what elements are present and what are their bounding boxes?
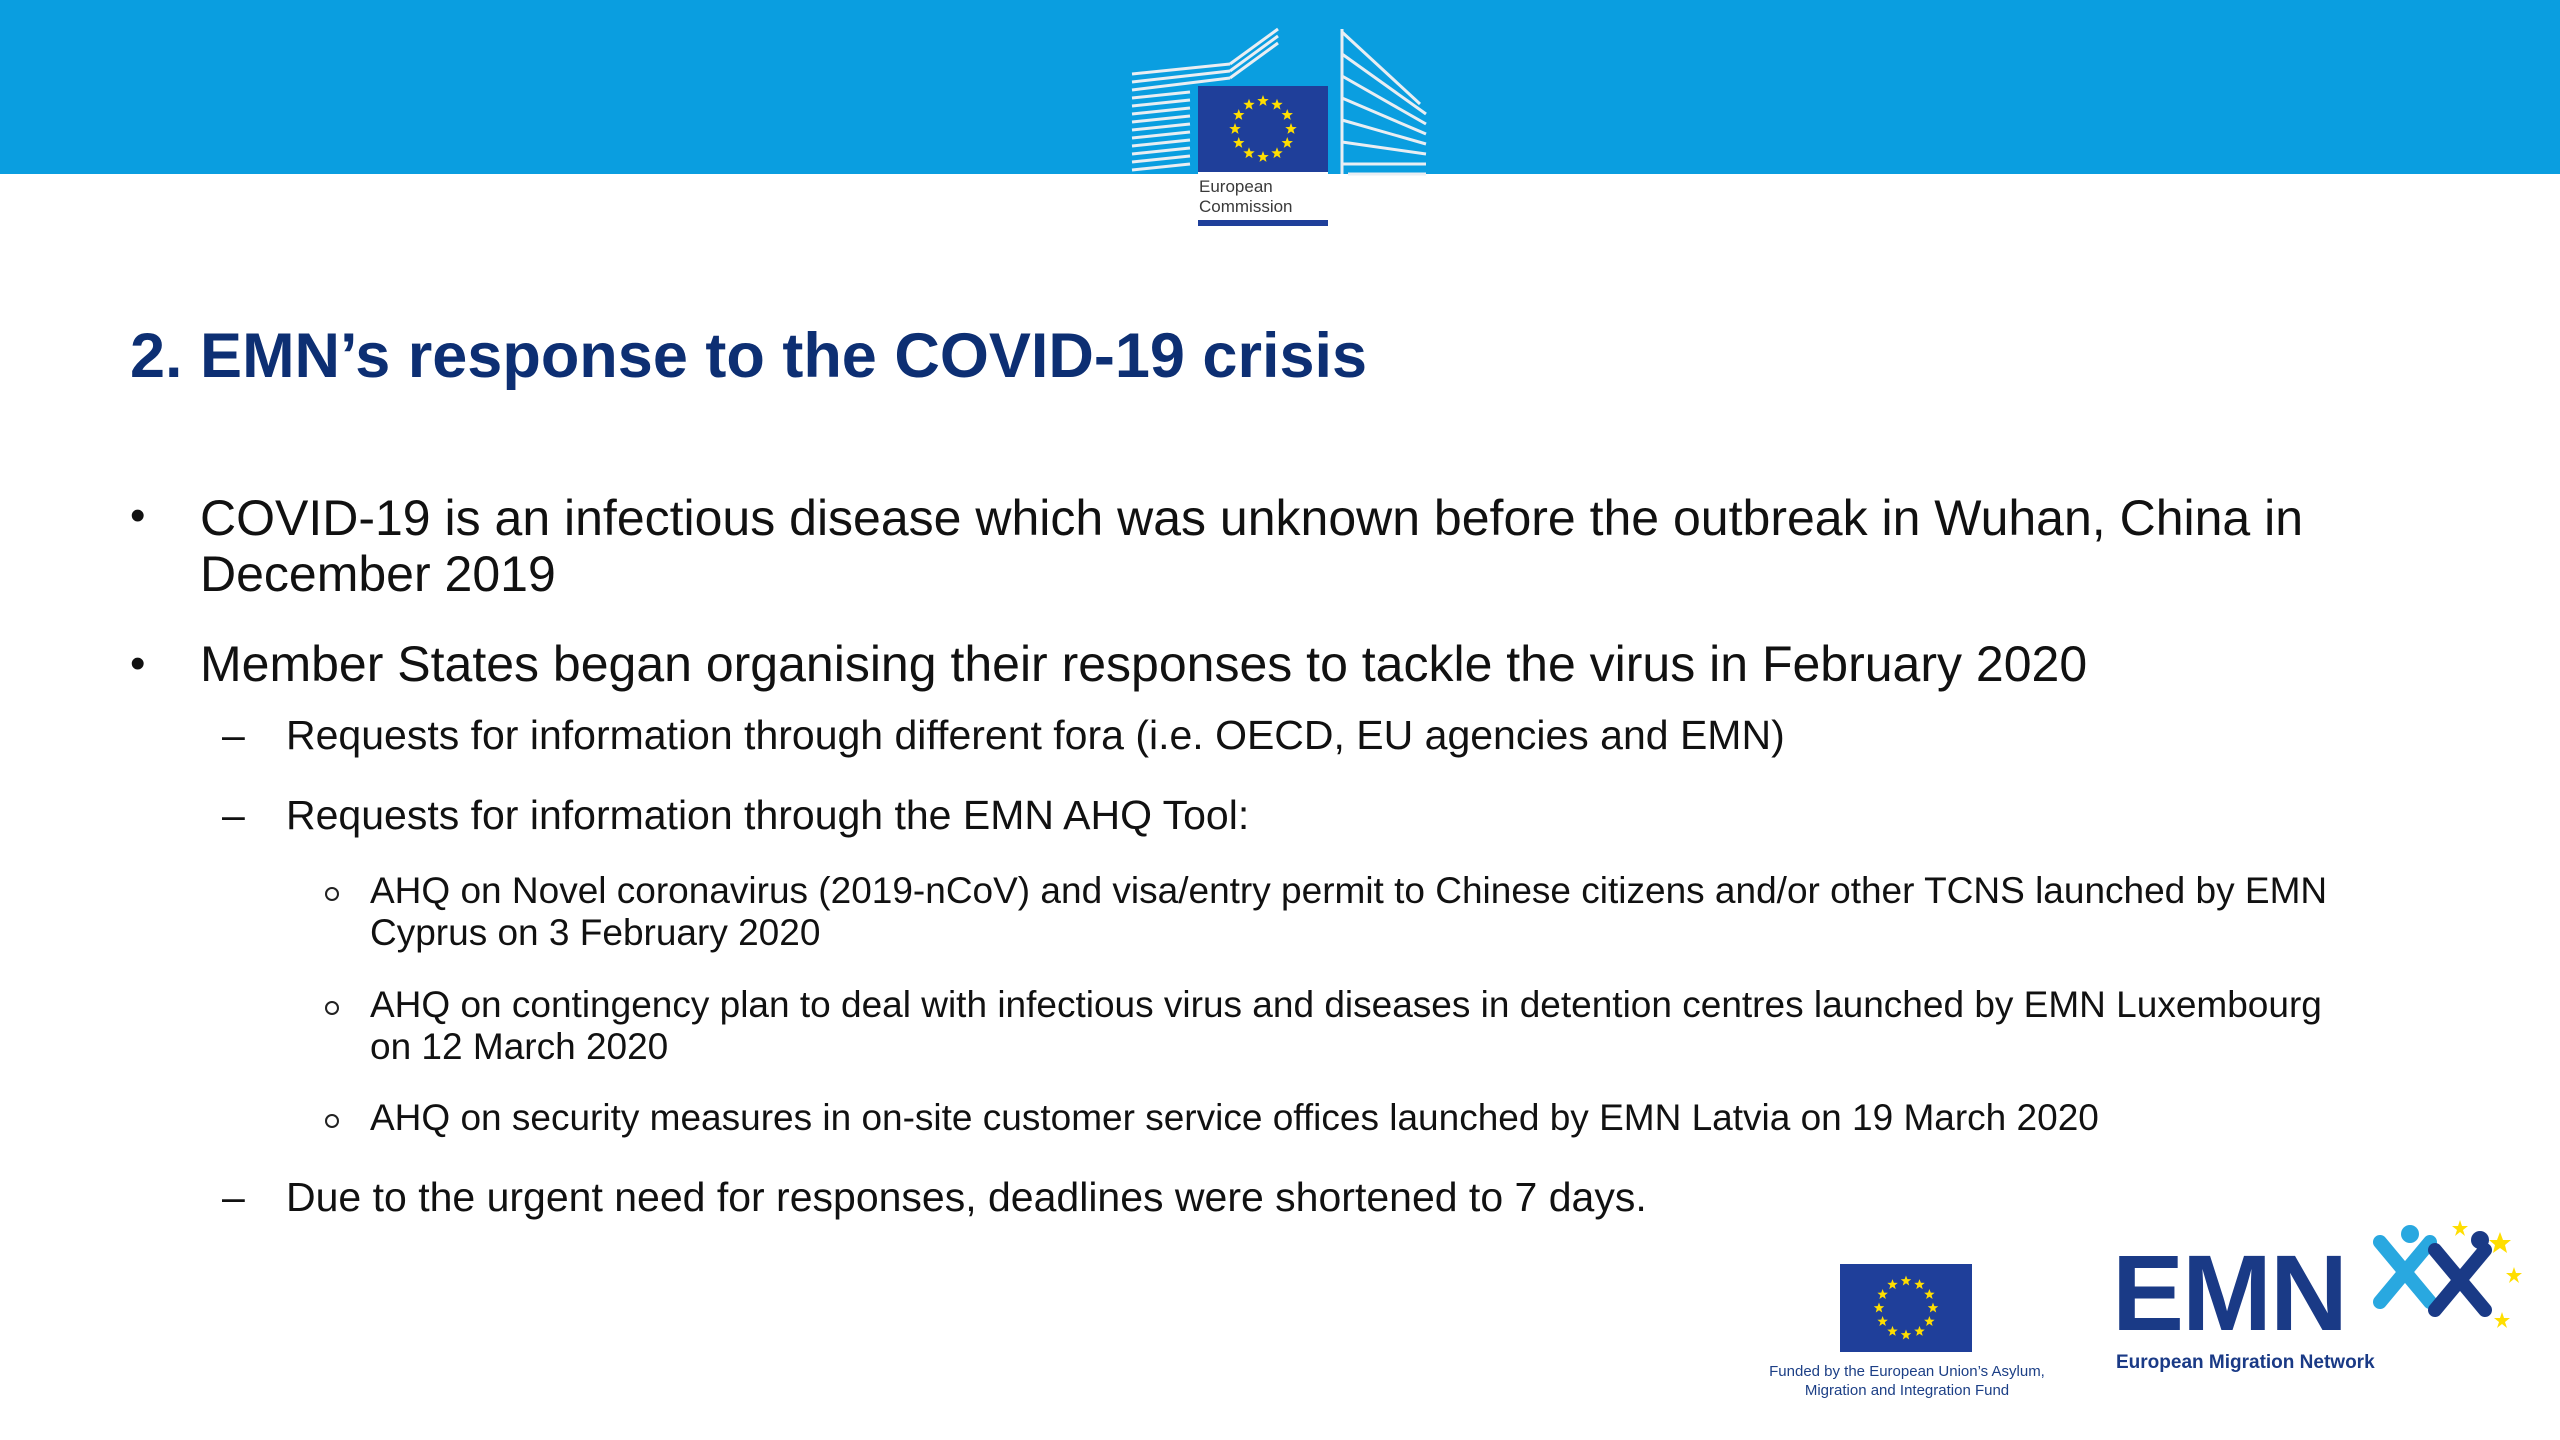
sub-sub-bullet-marker bbox=[325, 887, 339, 901]
funding-caption: Funded by the European Union’s Asylum, Migration and Integration Fund bbox=[1769, 1363, 2045, 1399]
bullet-item: Member States began organising their responses to tackle the virus in February 2020 bbox=[200, 636, 2088, 692]
sub-sub-bullet-marker bbox=[325, 1001, 339, 1015]
emn-wordmark: EMN bbox=[2112, 1232, 2346, 1353]
sub-bullet-item: Requests for information through different fora (i.e. OECD, EU agencies and EMN) bbox=[286, 712, 1785, 758]
eu-flag-icon bbox=[1840, 1264, 1972, 1352]
sub-bullet-marker: – bbox=[222, 1174, 245, 1220]
sub-sub-bullet-item: AHQ on Novel coronavirus (2019-nCoV) and visa/entry permit to Chinese citizens and/or other TCNS launched by EMN Cyprus on 3 February 2020 bbox=[370, 870, 2328, 953]
bullet-marker: • bbox=[130, 639, 146, 688]
sub-sub-bullet-marker bbox=[325, 1114, 339, 1128]
bullet-marker: • bbox=[130, 491, 146, 540]
sub-sub-bullet-item: AHQ on contingency plan to deal with infectious virus and diseases in detention centres launched by EMN Luxembourg on 12 March 2020 bbox=[370, 984, 2322, 1067]
bullet-item: COVID-19 is an infectious disease which was unknown before the outbreak in Wuhan, China in December 2019 bbox=[200, 490, 2304, 602]
sub-bullet-item: Due to the urgent need for responses, deadlines were shortened to 7 days. bbox=[286, 1174, 1647, 1220]
sub-bullet-item: Requests for information through the EMN AHQ Tool: bbox=[286, 792, 1250, 838]
sub-sub-bullet-item: AHQ on security measures in on-site customer service offices launched by EMN Latvia on 19 March 2020 bbox=[370, 1097, 2099, 1138]
page-title: 2. EMN’s response to the COVID-19 crisis bbox=[130, 321, 1368, 391]
logo-caption: European Commission bbox=[1199, 177, 1293, 216]
sub-bullet-marker: – bbox=[222, 792, 245, 838]
emn-subtitle: European Migration Network bbox=[2116, 1352, 2375, 1373]
sub-bullet-marker: – bbox=[222, 712, 245, 758]
